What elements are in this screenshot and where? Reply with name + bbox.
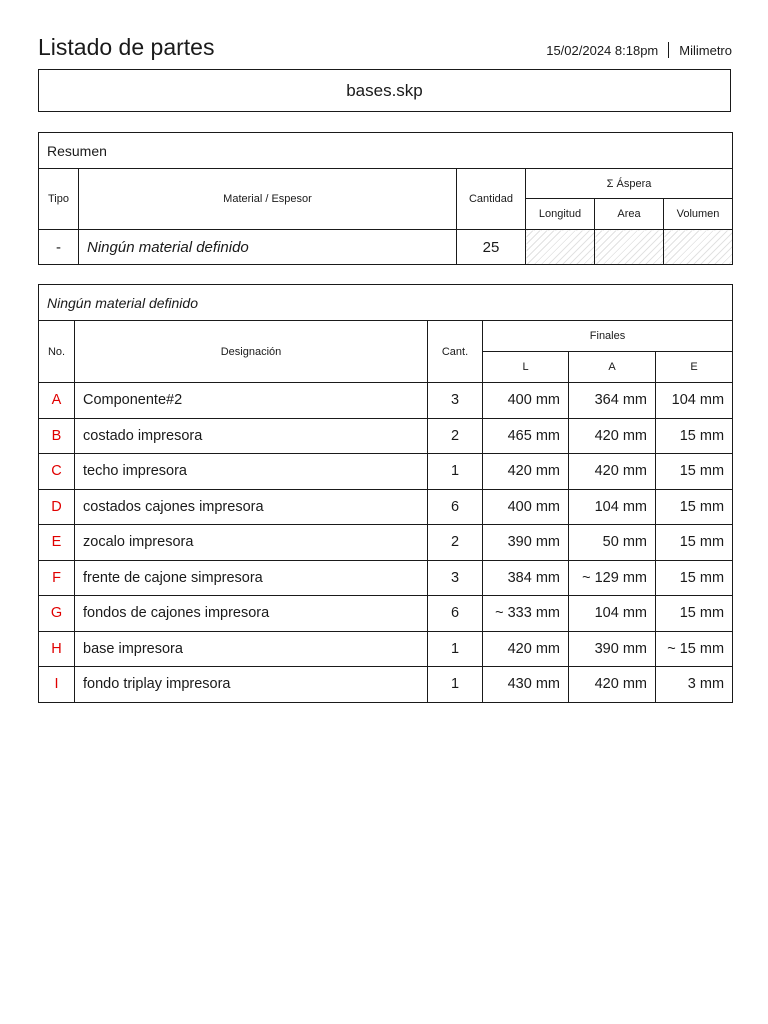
meta-divider bbox=[668, 42, 669, 58]
part-number: E bbox=[39, 525, 75, 561]
units-label: Milimetro bbox=[679, 42, 732, 58]
part-name: Componente#2 bbox=[75, 383, 428, 419]
part-name: frente de cajone simpresora bbox=[75, 560, 428, 596]
part-number: A bbox=[39, 383, 75, 419]
part-quantity: 2 bbox=[428, 525, 483, 561]
part-width: 50 mm bbox=[569, 525, 656, 561]
part-length: 400 mm bbox=[483, 489, 569, 525]
part-name: costado impresora bbox=[75, 418, 428, 454]
table-row bbox=[39, 596, 733, 632]
part-quantity: 1 bbox=[428, 667, 483, 703]
part-name: fondo triplay impresora bbox=[75, 667, 428, 703]
part-name: zocalo impresora bbox=[75, 525, 428, 561]
part-thickness: 3 mm bbox=[656, 667, 733, 703]
part-length: 384 mm bbox=[483, 560, 569, 596]
part-number: H bbox=[39, 631, 75, 667]
file-name: bases.skp bbox=[346, 80, 423, 100]
summary-header-cantidad: Cantidad bbox=[457, 169, 526, 230]
part-length: 430 mm bbox=[483, 667, 569, 703]
summary-row bbox=[39, 230, 733, 265]
summary-header-material: Material / Espesor bbox=[79, 169, 457, 230]
summary-tipo: - bbox=[39, 230, 79, 265]
part-thickness: 15 mm bbox=[656, 418, 733, 454]
table-row bbox=[39, 667, 733, 703]
parts-caption: Ningún material definido bbox=[39, 285, 733, 321]
part-name: techo impresora bbox=[75, 454, 428, 490]
parts-header-l: L bbox=[483, 352, 569, 383]
part-thickness: 15 mm bbox=[656, 454, 733, 490]
file-name-box bbox=[38, 69, 731, 112]
parts-table bbox=[38, 284, 733, 703]
table-row bbox=[39, 525, 733, 561]
part-length: 420 mm bbox=[483, 631, 569, 667]
part-number: I bbox=[39, 667, 75, 703]
parts-header-e: E bbox=[656, 352, 733, 383]
part-length: 465 mm bbox=[483, 418, 569, 454]
table-row bbox=[39, 560, 733, 596]
parts-header-designacion: Designación bbox=[75, 321, 428, 383]
summary-area-empty bbox=[595, 230, 664, 265]
summary-table bbox=[38, 132, 733, 265]
part-number: G bbox=[39, 596, 75, 632]
part-length: 420 mm bbox=[483, 454, 569, 490]
part-thickness: 15 mm bbox=[656, 525, 733, 561]
header-meta bbox=[546, 42, 732, 58]
part-name: fondos de cajones impresora bbox=[75, 596, 428, 632]
summary-caption: Resumen bbox=[39, 133, 733, 169]
part-thickness: 15 mm bbox=[656, 560, 733, 596]
part-quantity: 3 bbox=[428, 560, 483, 596]
summary-material: Ningún material definido bbox=[79, 230, 457, 265]
summary-header-volumen: Volumen bbox=[664, 199, 733, 230]
summary-header-aspera: Σ Áspera bbox=[526, 169, 733, 199]
part-width: 104 mm bbox=[569, 596, 656, 632]
part-number: C bbox=[39, 454, 75, 490]
parts-header-cant: Cant. bbox=[428, 321, 483, 383]
part-length: ~ 333 mm bbox=[483, 596, 569, 632]
part-width: 364 mm bbox=[569, 383, 656, 419]
table-row bbox=[39, 489, 733, 525]
table-row bbox=[39, 418, 733, 454]
part-length: 400 mm bbox=[483, 383, 569, 419]
summary-volumen-empty bbox=[664, 230, 733, 265]
part-name: costados cajones impresora bbox=[75, 489, 428, 525]
part-length: 390 mm bbox=[483, 525, 569, 561]
parts-header-no: No. bbox=[39, 321, 75, 383]
part-quantity: 6 bbox=[428, 489, 483, 525]
part-quantity: 1 bbox=[428, 631, 483, 667]
part-thickness: 15 mm bbox=[656, 596, 733, 632]
part-width: 420 mm bbox=[569, 454, 656, 490]
part-quantity: 6 bbox=[428, 596, 483, 632]
parts-rows bbox=[39, 383, 733, 703]
part-width: 390 mm bbox=[569, 631, 656, 667]
part-width: ~ 129 mm bbox=[569, 560, 656, 596]
summary-header-area: Area bbox=[595, 199, 664, 230]
part-quantity: 2 bbox=[428, 418, 483, 454]
page-header bbox=[38, 30, 732, 64]
part-width: 420 mm bbox=[569, 667, 656, 703]
part-width: 104 mm bbox=[569, 489, 656, 525]
part-thickness: 15 mm bbox=[656, 489, 733, 525]
part-quantity: 1 bbox=[428, 454, 483, 490]
part-width: 420 mm bbox=[569, 418, 656, 454]
report-datetime: 15/02/2024 8:18pm bbox=[546, 42, 659, 58]
part-quantity: 3 bbox=[428, 383, 483, 419]
part-name: base impresora bbox=[75, 631, 428, 667]
parts-header-a: A bbox=[569, 352, 656, 383]
part-number: D bbox=[39, 489, 75, 525]
summary-longitud-empty bbox=[526, 230, 595, 265]
table-row bbox=[39, 631, 733, 667]
part-number: F bbox=[39, 560, 75, 596]
summary-cantidad: 25 bbox=[457, 230, 526, 265]
table-row bbox=[39, 454, 733, 490]
page-title: Listado de partes bbox=[38, 34, 215, 60]
table-row bbox=[39, 383, 733, 419]
part-thickness: ~ 15 mm bbox=[656, 631, 733, 667]
part-thickness: 104 mm bbox=[656, 383, 733, 419]
part-number: B bbox=[39, 418, 75, 454]
summary-header-tipo: Tipo bbox=[39, 169, 79, 230]
summary-header-longitud: Longitud bbox=[526, 199, 595, 230]
parts-header-finales: Finales bbox=[483, 321, 733, 352]
